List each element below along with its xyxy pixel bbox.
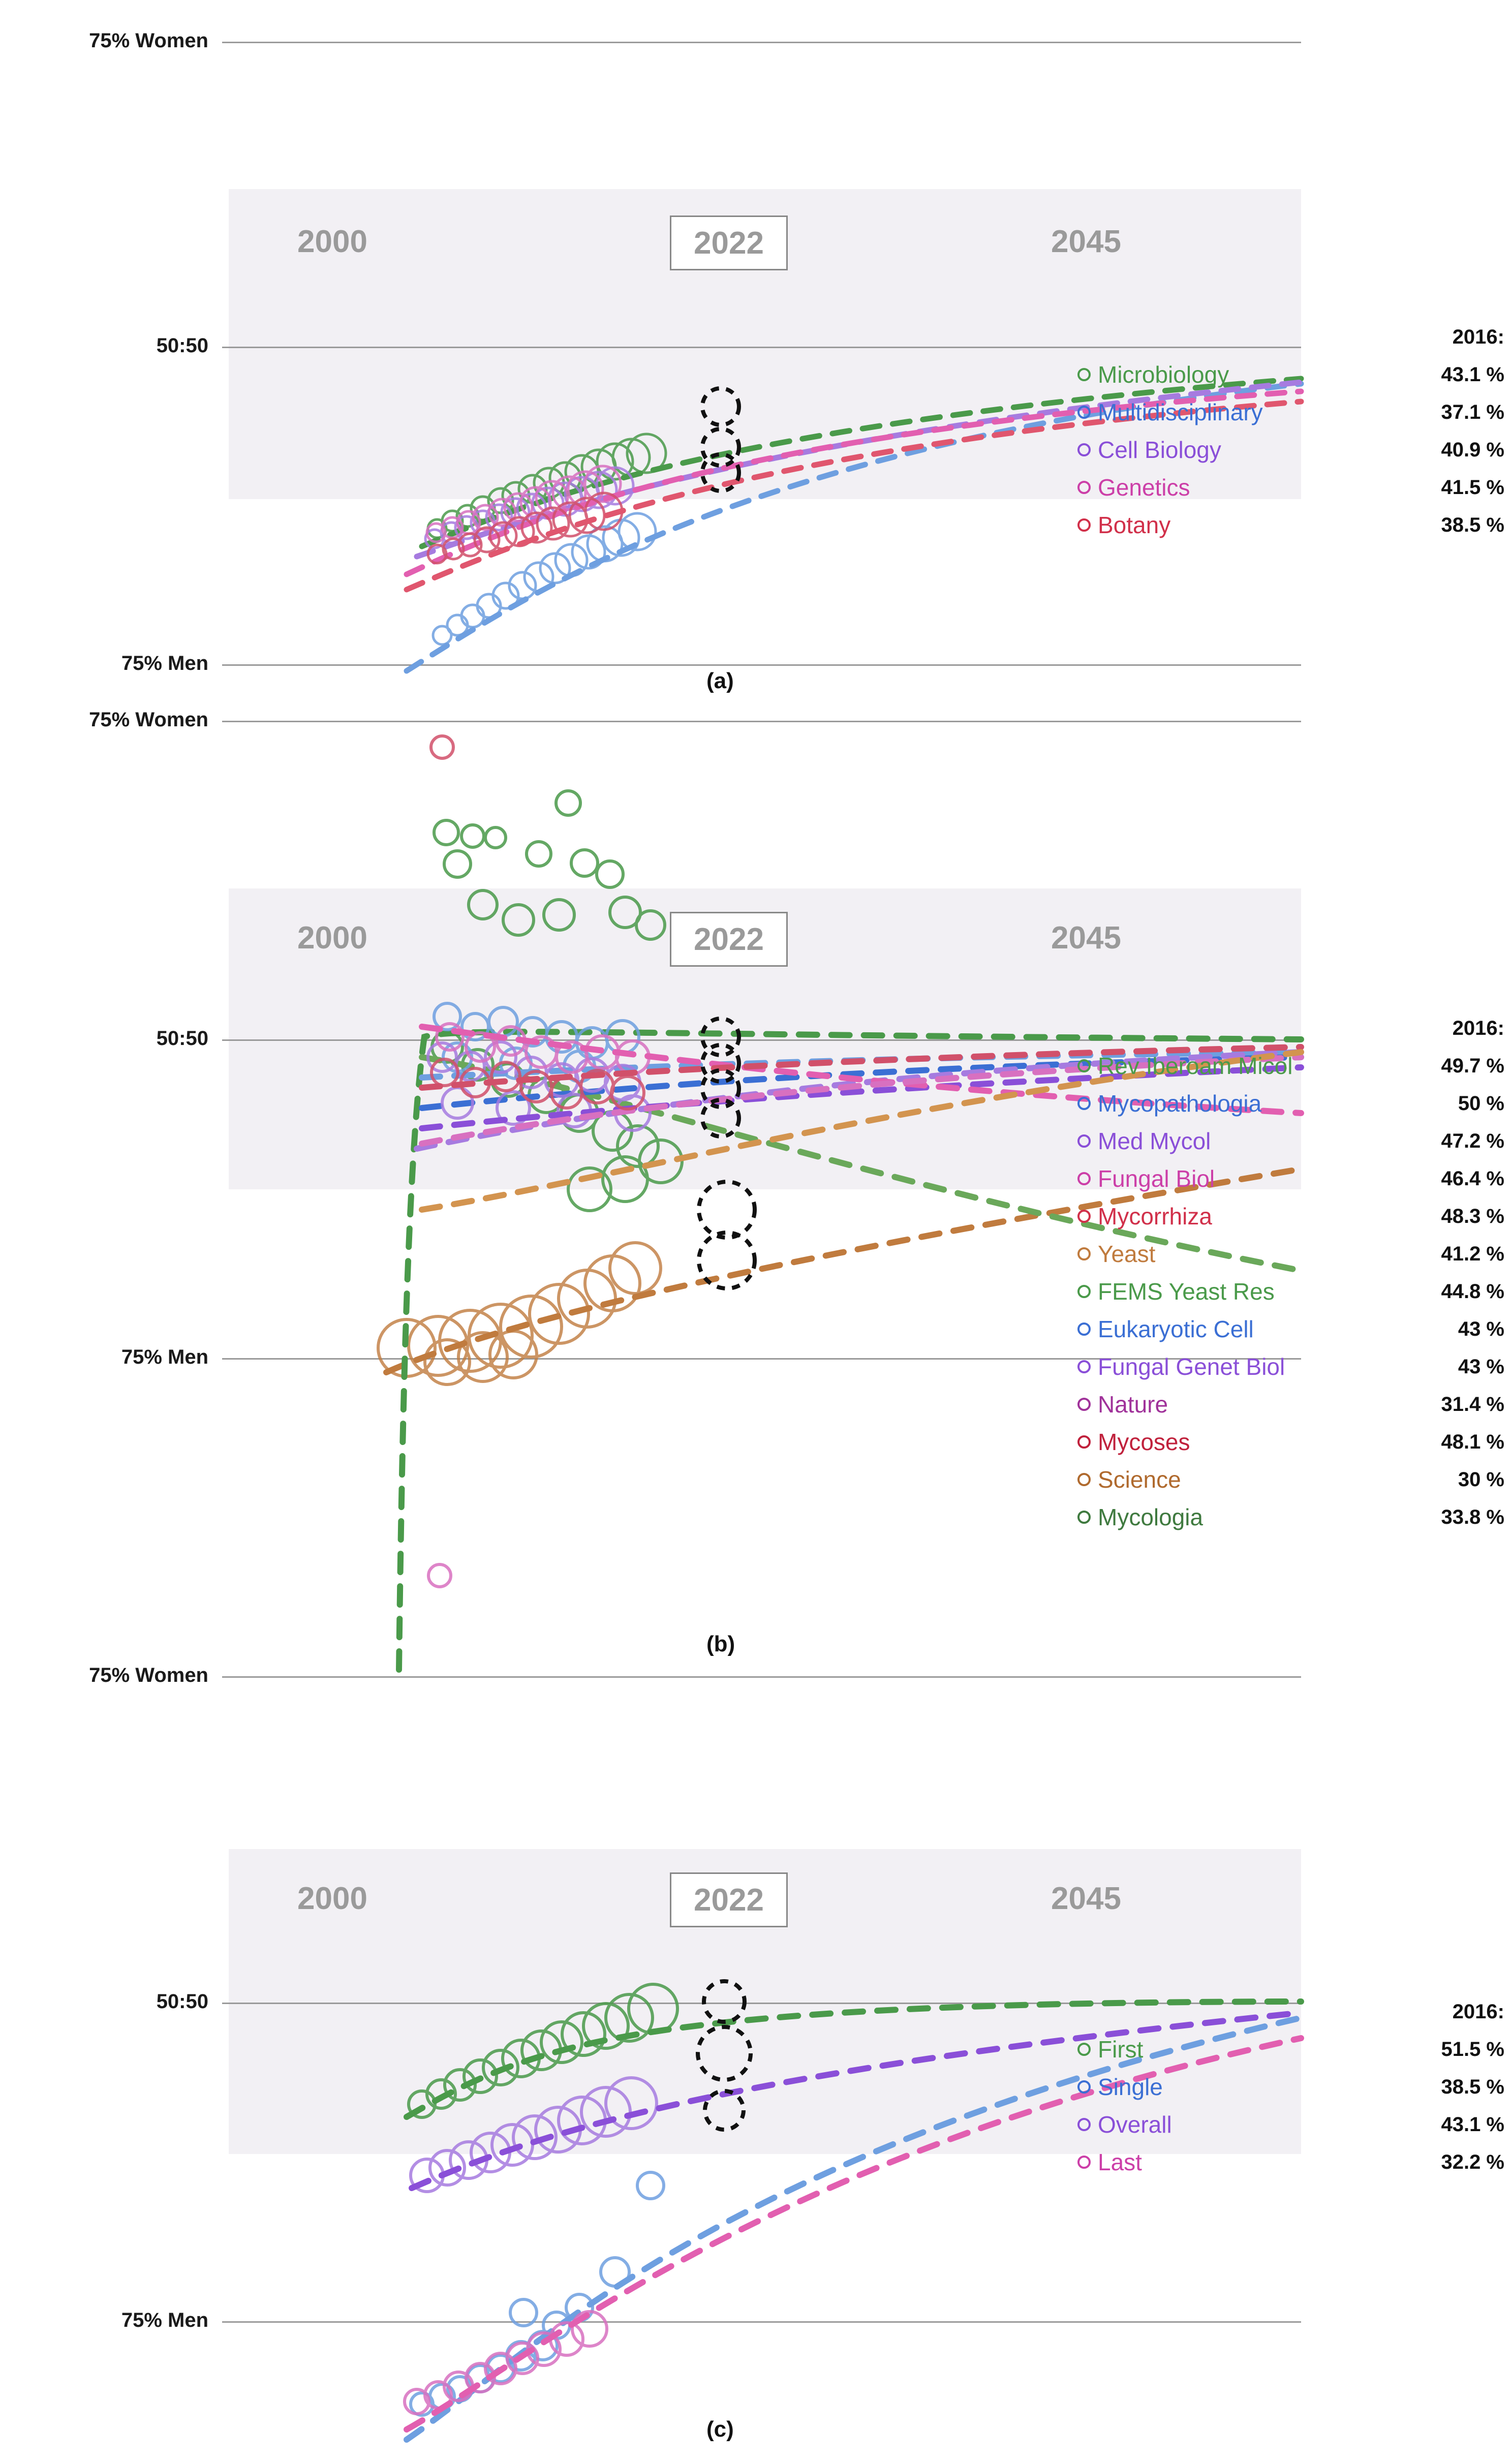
legend-label: Last — [1098, 2149, 1142, 2175]
legend-marker-icon — [1077, 443, 1091, 456]
legend-item[interactable] — [1077, 2143, 1172, 2181]
legend-label: Mycoses — [1098, 1429, 1190, 1455]
panel-a-pct-column — [1342, 318, 1504, 544]
legend-marker-icon — [1077, 1322, 1091, 1336]
panel-c-year-highlight: 2022 — [694, 1882, 764, 1918]
legend-marker-icon — [1077, 2156, 1091, 2169]
panel-b-year-highlight: 2022 — [694, 921, 764, 957]
panel-a-label-75women: 75% Women — [89, 29, 208, 52]
legend-marker-icon — [1077, 1398, 1091, 1411]
panel-b-label-75women-bottom: 75% Women — [89, 1664, 208, 1686]
panel-b-label-75men: 75% Men — [121, 1346, 208, 1368]
panel-b-letter: (b) — [706, 1632, 735, 1656]
pct-value: 50 % — [1458, 1092, 1504, 1115]
panel-a-label-5050: 50:50 — [156, 334, 208, 357]
legend-marker-icon — [1077, 1285, 1091, 1298]
legend-label: First — [1098, 2036, 1144, 2063]
panel-c-label-5050: 50:50 — [156, 1990, 208, 2013]
legend-label: Fungal Genet Biol — [1098, 1353, 1285, 1380]
pct-value: 47.2 % — [1441, 1129, 1504, 1152]
legend-marker-icon — [1077, 1134, 1091, 1148]
legend-marker-icon — [1077, 406, 1091, 419]
legend-item[interactable] — [1077, 1085, 1292, 1122]
legend-item[interactable] — [1077, 1047, 1292, 1085]
legend-item[interactable] — [1077, 469, 1263, 506]
legend-marker-icon — [1077, 2118, 1091, 2131]
legend-item[interactable] — [1077, 1197, 1292, 1235]
legend-item[interactable] — [1077, 1310, 1292, 1348]
legend-item[interactable] — [1077, 356, 1263, 393]
legend-item[interactable] — [1077, 2031, 1172, 2068]
legend-item[interactable] — [1077, 1461, 1292, 1498]
pct-value: 38.5 % — [1441, 2075, 1504, 2098]
panel-c-letter: (c) — [706, 2417, 734, 2442]
legend-item[interactable] — [1077, 2068, 1172, 2106]
legend-item[interactable] — [1077, 506, 1263, 544]
pct-value: 44.8 % — [1441, 1280, 1504, 1303]
pct-value: 46.4 % — [1441, 1167, 1504, 1190]
legend-item[interactable] — [1077, 2106, 1172, 2143]
legend-item[interactable] — [1077, 431, 1263, 469]
panel-b-label-5050: 50:50 — [156, 1027, 208, 1050]
pct-value: 43.1 % — [1441, 363, 1504, 386]
legend-label: Single — [1098, 2074, 1163, 2100]
legend-marker-icon — [1077, 1360, 1091, 1373]
legend-item[interactable] — [1077, 1423, 1292, 1461]
legend-label: FEMS Yeast Res — [1098, 1278, 1275, 1305]
legend-item[interactable] — [1077, 1273, 1292, 1310]
legend-label: Overall — [1098, 2111, 1172, 2138]
pct-value: 41.5 % — [1441, 476, 1504, 499]
panel-c-legend — [1077, 2031, 1172, 2181]
legend-label: Mycopathologia — [1098, 1090, 1262, 1117]
legend-item[interactable] — [1077, 1386, 1292, 1423]
legend-marker-icon — [1077, 1473, 1091, 1486]
legend-marker-icon — [1077, 1097, 1091, 1110]
legend-label: Nature — [1098, 1391, 1168, 1418]
legend-marker-icon — [1077, 1059, 1091, 1072]
panel-b — [0, 701, 1512, 1708]
panel-c-plot — [0, 1799, 1512, 2461]
panel-b-year-end: 2045 — [1051, 920, 1121, 956]
legend-marker-icon — [1077, 2080, 1091, 2094]
pct-value: 48.3 % — [1441, 1205, 1504, 1227]
pct-header: 2016: — [1452, 325, 1504, 348]
panel-a-year-end: 2045 — [1051, 224, 1121, 259]
pct-value: 43 % — [1458, 1355, 1504, 1378]
panel-c-year-end: 2045 — [1051, 1881, 1121, 1916]
pct-value: 51.5 % — [1441, 2038, 1504, 2060]
legend-marker-icon — [1077, 1435, 1091, 1449]
legend-label: Yeast — [1098, 1241, 1156, 1267]
legend-label: Genetics — [1098, 474, 1190, 501]
legend-marker-icon — [1077, 1210, 1091, 1223]
panel-b-year-start: 2000 — [297, 920, 367, 956]
pct-value: 41.2 % — [1441, 1242, 1504, 1265]
pct-value: 43.1 % — [1441, 2113, 1504, 2136]
panel-a-letter: (a) — [706, 668, 734, 693]
legend-marker-icon — [1077, 1172, 1091, 1185]
panel-a-plot — [0, 0, 1512, 712]
pct-header: 2016: — [1452, 1017, 1504, 1039]
legend-item[interactable] — [1077, 1160, 1292, 1197]
legend-label: Microbiology — [1098, 361, 1229, 388]
pct-value: 30 % — [1458, 1468, 1504, 1491]
pct-value: 37.1 % — [1441, 401, 1504, 423]
panel-b-label-75women-top: 75% Women — [89, 709, 208, 731]
legend-label: Science — [1098, 1466, 1181, 1493]
panel-a-legend — [1077, 356, 1263, 544]
legend-marker-icon — [1077, 368, 1091, 381]
panel-b-legend — [1077, 1047, 1292, 1536]
panel-a-year-highlight: 2022 — [694, 225, 764, 261]
legend-item[interactable] — [1077, 1122, 1292, 1160]
legend-marker-icon — [1077, 1247, 1091, 1260]
pct-value: 40.9 % — [1441, 438, 1504, 461]
legend-label: Eukaryotic Cell — [1098, 1316, 1254, 1342]
legend-marker-icon — [1077, 1511, 1091, 1524]
pct-value: 33.8 % — [1441, 1505, 1504, 1528]
legend-label: Mycorrhiza — [1098, 1203, 1212, 1229]
legend-item[interactable] — [1077, 393, 1263, 431]
pct-value: 48.1 % — [1441, 1430, 1504, 1453]
panel-b-pct-column — [1342, 1009, 1504, 1536]
pct-value: 32.2 % — [1441, 2150, 1504, 2173]
pct-value: 49.7 % — [1441, 1054, 1504, 1077]
legend-marker-icon — [1077, 481, 1091, 494]
panel-a — [0, 0, 1512, 712]
panel-a-label-75men: 75% Men — [121, 652, 208, 674]
pct-header: 2016: — [1452, 2000, 1504, 2023]
legend-label: Rev Iberoam Micol — [1098, 1053, 1293, 1079]
legend-marker-icon — [1077, 518, 1091, 532]
legend-label: Med Mycol — [1098, 1128, 1211, 1154]
pct-value: 31.4 % — [1441, 1393, 1504, 1416]
legend-label: Fungal Biol — [1098, 1165, 1215, 1192]
legend-label: Cell Biology — [1098, 437, 1221, 463]
panel-c-pct-column — [1342, 1993, 1504, 2181]
legend-label: Botany — [1098, 512, 1171, 538]
legend-label: Multidisciplinary — [1098, 399, 1263, 425]
panel-c-label-75men: 75% Men — [121, 2309, 208, 2331]
panel-a-year-start: 2000 — [297, 224, 367, 259]
legend-item[interactable] — [1077, 1348, 1292, 1386]
legend-marker-icon — [1077, 2043, 1091, 2056]
panel-c — [0, 1799, 1512, 2461]
legend-item[interactable] — [1077, 1235, 1292, 1273]
panel-c-year-start: 2000 — [297, 1881, 367, 1916]
pct-value: 38.5 % — [1441, 513, 1504, 536]
legend-item[interactable] — [1077, 1498, 1292, 1536]
legend-label: Mycologia — [1098, 1504, 1204, 1530]
pct-value: 43 % — [1458, 1317, 1504, 1340]
